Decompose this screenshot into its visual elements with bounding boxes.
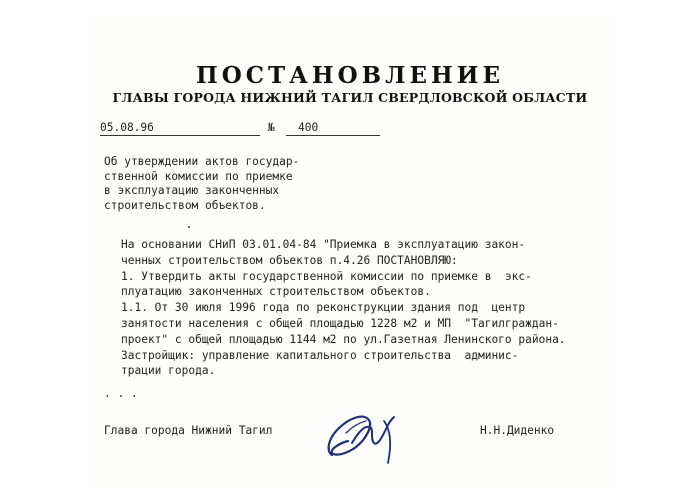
document-subtitle: ГЛАВЫ ГОРОДА НИЖНИЙ ТАГИЛ СВЕРДЛОВСКОЙ ОБЛАСТИ	[112, 90, 588, 105]
number-label: №	[268, 121, 275, 134]
document-date: 05.08.96	[100, 121, 154, 134]
date-number-row	[100, 121, 400, 137]
date-underline	[100, 135, 260, 136]
signatory-name: Н.Н.Диденко	[480, 424, 555, 437]
document-subject: Об утверждении актов государ- ственной комиссии по приемке в эксплуатацию законченных строительством объектов.	[104, 155, 300, 212]
stray-mark	[188, 226, 190, 228]
signatory-title: Глава города Нижний Тагил	[104, 424, 273, 437]
number-underline	[286, 135, 380, 136]
ellipsis-mark: . . .	[104, 387, 138, 400]
document-body: На основании СНиП 03.01.04-84 "Приемка в эксплуатацию закон- ченных строительством объектов п.4.26 ПОСТАНОВЛЯЮ: 1. Утвердить акты государственной комиссии по приемке в экс- плуатацию законченных строительством объектов. 1.1. От 30 июля 1996 года по реконструкции здания под центр занятости населения с общей площадью 1228 м2 и МП "Тагилграждан- проект" с общей площадью 1144 м2 по ул.Газетная Ленинского района. Застройщик: управление капитального строительства админис- трации города.	[121, 238, 566, 378]
document-title: ПОСТАНОВЛЕНИЕ	[196, 62, 504, 89]
handwritten-signature	[318, 403, 410, 465]
document-number: 400	[298, 121, 319, 134]
